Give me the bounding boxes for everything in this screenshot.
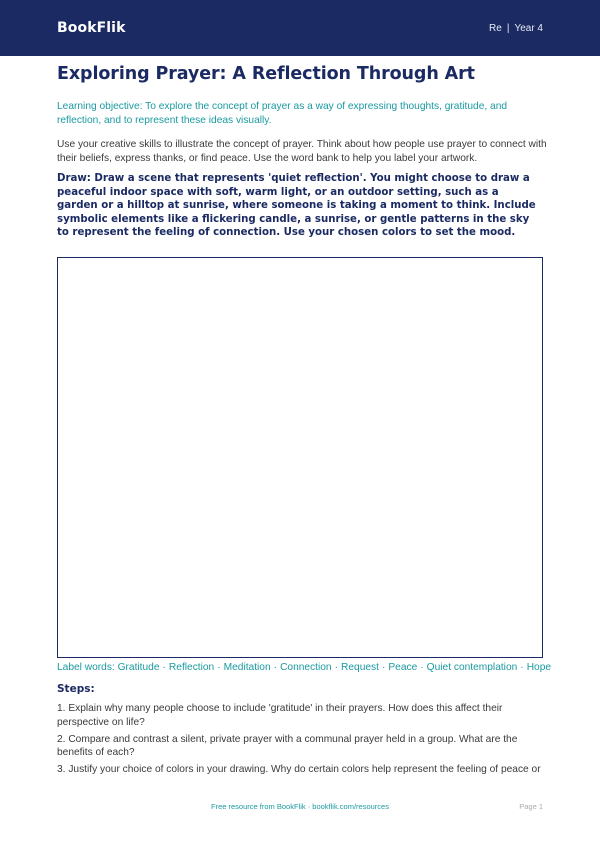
label-words-prefix: Label words: — [57, 662, 115, 673]
intro-paragraph: Use your creative skills to illustrate the concept of prayer. Think about how people use prayer to connect with their beliefs, express thanks, or find peace. Use the word bank to help you label your artwork. — [57, 139, 547, 164]
subject-year-label: Re | Year 4 — [489, 22, 543, 34]
steps-list — [57, 702, 543, 780]
page-header — [0, 0, 600, 56]
label-word: Request — [341, 662, 379, 673]
steps-heading: Steps: — [57, 683, 95, 695]
drawing-area[interactable] — [57, 257, 543, 658]
footer-credit[interactable]: Free resource from BookFlik · bookflik.com/resources — [211, 802, 389, 811]
label-word: Reflection — [168, 662, 215, 673]
label-words: Label words: Gratitude · Reflection · Meditation · Connection · Request · Peace · Quiet contemplation · Hope — [57, 662, 552, 673]
label-word: Quiet contemplation — [426, 662, 518, 673]
step-item: 3. Justify your choice of colors in your drawing. Why do certain colors help represent the feeling of peace or — [57, 764, 541, 775]
learning-objective: Learning objective: To explore the concept of prayer as a way of expressing thoughts, gratitude, and reflection, and to represent these ideas visually. — [57, 101, 508, 126]
label-word: Peace — [388, 662, 418, 673]
page-number: Page 1 — [519, 802, 543, 811]
subject-label: Re — [489, 22, 502, 34]
label-word: Gratitude — [117, 662, 160, 673]
worksheet-title: Exploring Prayer: A Reflection Through Art — [57, 64, 475, 84]
step-item: 1. Explain why many people choose to include 'gratitude' in their prayers. How does this affect their perspective on life? — [57, 703, 503, 728]
page-footer — [0, 802, 600, 816]
draw-instruction: Draw: Draw a scene that represents 'quiet reflection'. You might choose to draw a peaceful indoor space with soft, warm light, or an outdoor setting, such as a garden or a hilltop at sunrise, where someone is taking a moment to think. Include symbolic elements like a flickering candle, a sunrise, or gentle patterns in the sky to represent the feeling of connection. Use your chosen colors to set the mood. — [57, 173, 536, 239]
label-word: Hope — [526, 662, 552, 673]
label-word: Meditation — [223, 662, 271, 673]
brand-logo[interactable]: BookFlik — [57, 20, 126, 36]
step-item: 2. Compare and contrast a silent, private prayer with a communal prayer held in a group. What are the benefits of each? — [57, 733, 518, 758]
label-word: Connection — [280, 662, 332, 673]
year-label: Year 4 — [514, 22, 543, 34]
